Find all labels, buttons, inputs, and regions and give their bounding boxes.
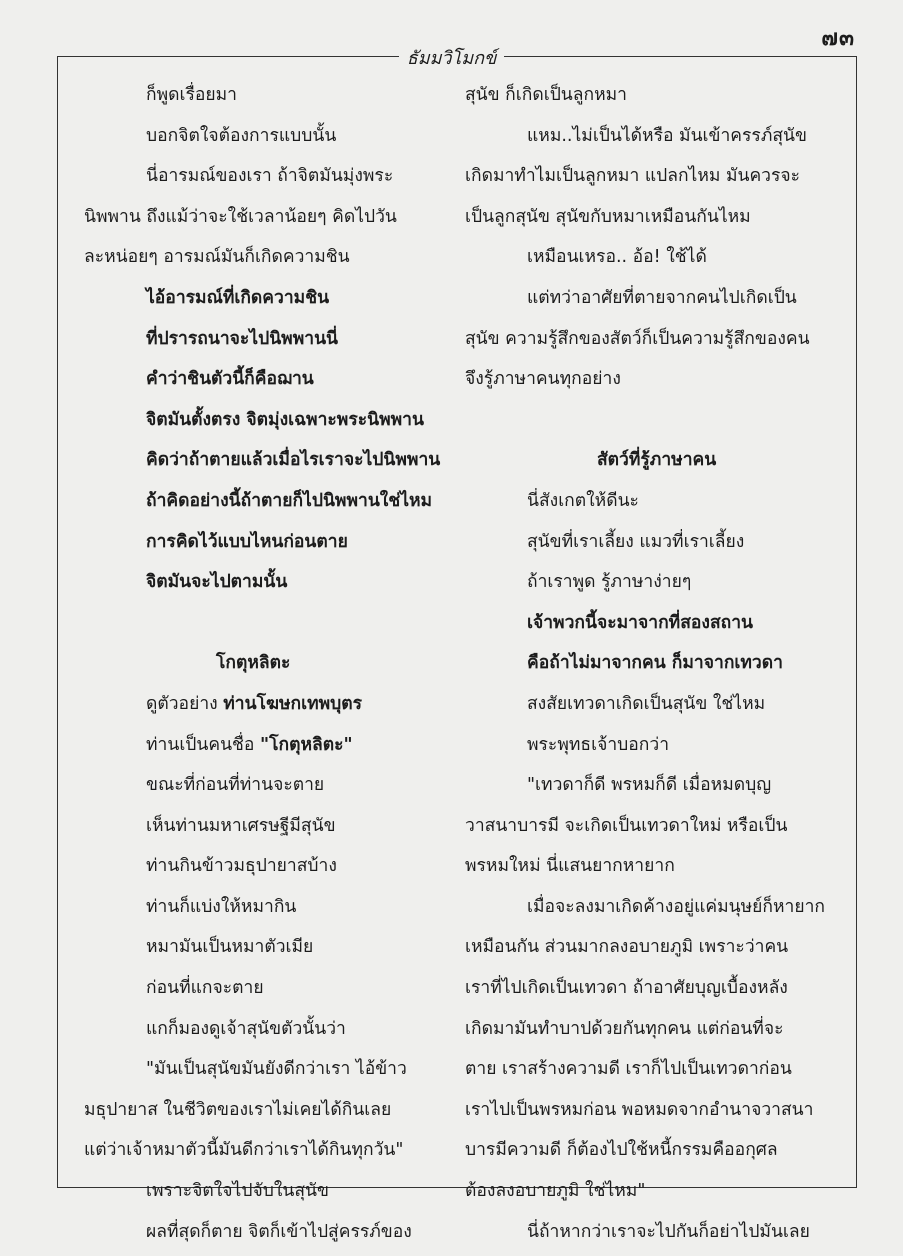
text-line <box>84 75 454 116</box>
line-text: เราไปเป็นพรหมก่อน พอหมดจากอำนาจวาสนา <box>465 1099 814 1120</box>
text-line <box>84 278 454 319</box>
text-line <box>465 359 835 400</box>
text-line <box>465 116 835 157</box>
page-number: ๗๓ <box>821 26 855 51</box>
text-line <box>465 1130 835 1171</box>
text-line <box>84 643 454 684</box>
text-line <box>84 440 454 481</box>
text-line <box>465 806 835 847</box>
text-line <box>465 887 835 928</box>
line-text: บอกจิตใจต้องการแบบนั้น <box>146 125 337 146</box>
text-line <box>465 765 835 806</box>
text-line <box>84 1171 454 1212</box>
text-line <box>465 400 835 441</box>
text-line <box>84 846 454 887</box>
text-line <box>465 481 835 522</box>
line-text: "เทวดาก็ดี พรหมก็ดี เมื่อหมดบุญ <box>527 775 772 796</box>
line-text: บารมีความดี ก็ต้องไปใช้หนี้กรรมคืออกุศล <box>465 1140 778 1161</box>
line-text: ก่อนที่แกจะตาย <box>146 978 264 999</box>
line-text: สงสัยเทวดาเกิดเป็นสุนัข ใช่ไหม <box>527 693 766 714</box>
line-text: เป็นลูกสุนัข สุนัขกับหมาเหมือนกันไหม <box>465 206 751 227</box>
line-text: ท่านก็แบ่งให้หมากิน <box>146 896 297 917</box>
text-line <box>465 643 835 684</box>
right-column <box>465 75 835 1252</box>
text-line <box>84 765 454 806</box>
text-line <box>465 1049 835 1090</box>
text-line <box>84 603 454 644</box>
text-line <box>465 927 835 968</box>
line-text: วาสนาบารมี จะเกิดเป็นเทวดาใหม่ หรือเป็น <box>465 815 788 836</box>
bold-text: โกตุหลิตะ <box>216 653 291 674</box>
line-text: ตาย เราสร้างความดี เราก็ไปเป็นเทวดาก่อน <box>465 1059 792 1080</box>
line-text: ต้องลงอบายภูมิ ใช่ไหม" <box>465 1181 646 1202</box>
text-line <box>84 522 454 563</box>
text-line <box>84 968 454 1009</box>
text-line <box>465 725 835 766</box>
bold-text: ที่ปรารถนาจะไปนิพพานนี่ <box>146 328 339 349</box>
line-text: ผลที่สุดก็ตาย จิตก็เข้าไปสู่ครรภ์ของ <box>146 1221 412 1242</box>
text-line <box>465 562 835 603</box>
running-head-text: ธัมมวิโมกข์ <box>399 48 505 69</box>
bold-text: จิตมันตั้งตรง จิตมุ่งเฉพาะพระนิพพาน <box>146 409 424 430</box>
text-line <box>84 197 454 238</box>
text-line <box>465 603 835 644</box>
text-line <box>84 1130 454 1171</box>
line-text: จึงรู้ภาษาคนทุกอย่าง <box>465 369 621 390</box>
line-text: "มันเป็นสุนัขมันยังดีกว่าเรา ไอ้ข้าว <box>146 1059 407 1080</box>
text-line <box>465 684 835 725</box>
line-text: พรหมใหม่ นี่แสนยากหายาก <box>465 856 675 877</box>
line-text: ก็พูดเรื่อยมา <box>146 85 238 105</box>
line-text: ท่านกินข้าวมธุปายาสบ้าง <box>146 856 337 877</box>
line-text: เกิดมามันทำบาปด้วยกันทุกคน แต่ก่อนที่จะ <box>465 1018 784 1039</box>
line-text: นี่อารมณ์ของเรา ถ้าจิตมันมุ่งพระ <box>146 166 394 187</box>
bold-text: คือถ้าไม่มาจากคน ก็มาจากเทวดา <box>527 653 783 674</box>
bold-text: จิตมันจะไปตามนั้น <box>146 572 288 593</box>
text-line <box>84 1009 454 1050</box>
text-line <box>465 440 835 481</box>
bold-text: "โกตุหลิตะ" <box>260 734 353 755</box>
text-line <box>84 156 454 197</box>
bold-text: คิดว่าถ้าตายแล้วเมื่อไรเราจะไปนิพพาน <box>146 450 441 471</box>
line-text: สุนัข ก็เกิดเป็นลูกหมา <box>465 85 627 105</box>
bold-text: ไอ้อารมณ์ที่เกิดความชิน <box>146 287 330 308</box>
running-head <box>0 43 903 72</box>
left-column <box>84 75 454 1252</box>
line-text: ถ้าเราพูด รู้ภาษาง่ายๆ <box>527 572 692 593</box>
line-text: เหมือนเหรอ.. อ้อ! ใช้ได้ <box>527 247 707 268</box>
line-text: นี่สังเกตให้ดีนะ <box>527 490 639 511</box>
line-text: นี่ถ้าหากว่าเราจะไปกันก็อย่าไปมันเลย <box>527 1221 810 1242</box>
line-text: พระพุทธเจ้าบอกว่า <box>527 734 670 755</box>
bold-text: ท่านโฆษกเทพบุตร <box>223 693 363 714</box>
text-line <box>84 237 454 278</box>
bold-text: เจ้าพวกนี้จะมาจากที่สองสถาน <box>527 612 754 633</box>
text-line <box>465 156 835 197</box>
line-text: ละหน่อยๆ อารมณ์มันก็เกิดความชิน <box>84 247 350 268</box>
text-line <box>84 887 454 928</box>
text-line <box>465 1090 835 1131</box>
line-text: หมามันเป็นหมาตัวเมีย <box>146 937 314 958</box>
text-line <box>84 319 454 360</box>
line-text: นิพพาน ถึงแม้ว่าจะใช้เวลาน้อยๆ คิดไปวัน <box>84 206 397 227</box>
text-line <box>465 1171 835 1212</box>
line-text: แกก็มองดูเจ้าสุนัขตัวนั้นว่า <box>146 1018 346 1039</box>
line-text: เหมือนกัน ส่วนมากลงอบายภูมิ เพราะว่าคน <box>465 937 789 958</box>
text-line <box>84 927 454 968</box>
text-line <box>84 400 454 441</box>
bold-text: ถ้าคิดอย่างนี้ถ้าตายก็ไปนิพพานใช่ไหม <box>146 490 433 511</box>
text-line <box>465 319 835 360</box>
line-text: เกิดมาทำไมเป็นลูกหมา แปลกไหม มันควรจะ <box>465 166 801 187</box>
line-text: มธุปายาส ในชีวิตของเราไม่เคยได้กินเลย <box>84 1099 392 1120</box>
text-line <box>84 359 454 400</box>
line-text: ท่านเป็นคนชื่อ <box>146 734 260 755</box>
line-text: เมื่อจะลงมาเกิดค้างอยู่แค่มนุษย์ก็หายาก <box>527 896 826 917</box>
line-text: เห็นท่านมหาเศรษฐีมีสุนัข <box>146 815 336 836</box>
line-text: ดูตัวอย่าง <box>146 693 224 714</box>
line-text: สุนัขที่เราเลี้ยง แมวที่เราเลี้ยง <box>527 531 745 552</box>
bold-text: สัตว์ที่รู้ภาษาคน <box>597 450 717 471</box>
line-text: แต่ว่าเจ้าหมาตัวนี้มันดีกว่าเราได้กินทุกวัน" <box>84 1140 404 1161</box>
line-text: แต่ทว่าอาศัยที่ตายจากคนไปเกิดเป็น <box>527 287 797 308</box>
text-line <box>84 116 454 157</box>
text-line <box>465 846 835 887</box>
text-line <box>465 1009 835 1050</box>
text-line <box>84 684 454 725</box>
line-text: ขณะที่ก่อนที่ท่านจะตาย <box>146 775 325 796</box>
line-text: แหม..ไม่เป็นได้หรือ มันเข้าครรภ์สุนัข <box>527 125 807 146</box>
text-line <box>465 1212 835 1253</box>
text-line <box>465 75 835 116</box>
line-text: เพราะจิตใจไปจับในสุนัข <box>146 1181 329 1202</box>
text-line <box>84 725 454 766</box>
text-line <box>465 278 835 319</box>
line-text: สุนัข ความรู้สึกของสัตว์ก็เป็นความรู้สึกของคน <box>465 328 810 349</box>
text-line <box>465 968 835 1009</box>
text-line <box>84 562 454 603</box>
text-line <box>84 1090 454 1131</box>
text-line <box>84 806 454 847</box>
bold-text: การคิดไว้แบบไหนก่อนตาย <box>146 531 348 552</box>
text-line <box>465 522 835 563</box>
text-line <box>465 237 835 278</box>
text-line <box>84 1212 454 1253</box>
text-line <box>465 197 835 238</box>
bold-text: คำว่าชินตัวนี้ก็คือฌาน <box>146 369 314 390</box>
line-text: เราที่ไปเกิดเป็นเทวดา ถ้าอาศัยบุญเบื้องหลัง <box>465 978 788 999</box>
text-line <box>84 481 454 522</box>
text-line <box>84 1049 454 1090</box>
